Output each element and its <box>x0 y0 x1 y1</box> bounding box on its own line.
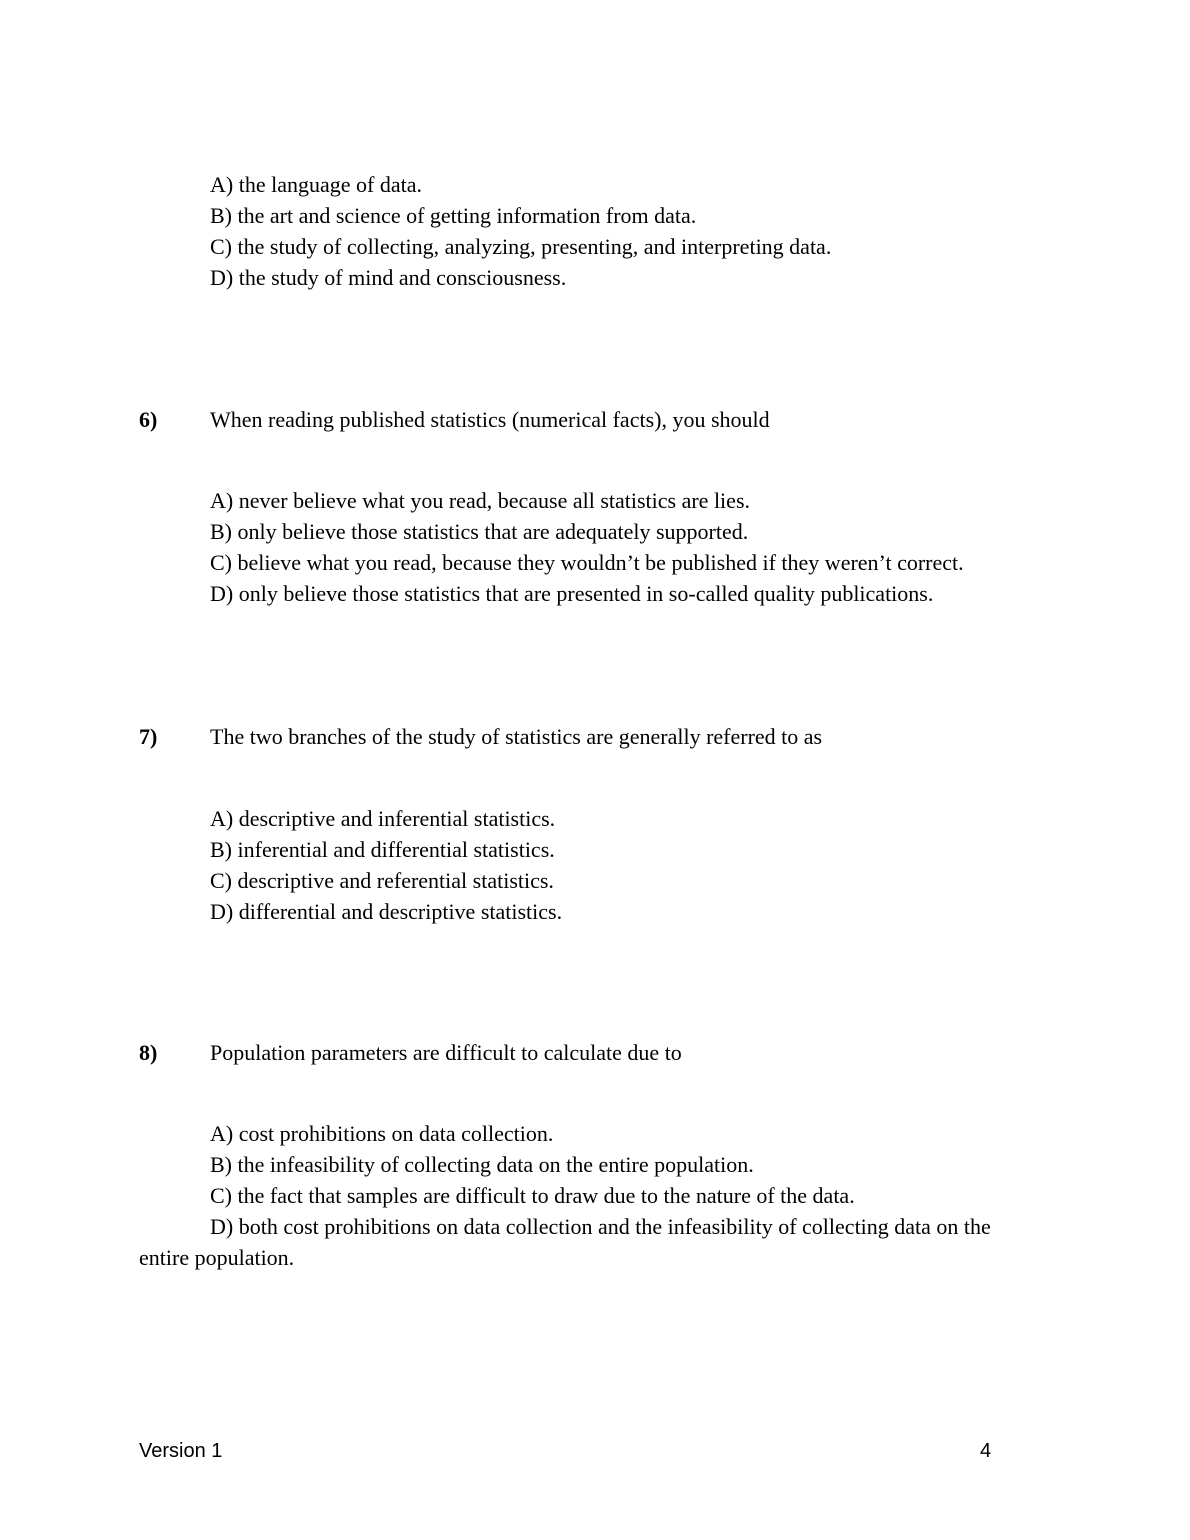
q5-options <box>210 169 831 293</box>
q6-option-d: D) only believe those statistics that are presented in so-called quality publications. <box>210 581 934 606</box>
q7-option-d: D) differential and descriptive statistics. <box>210 899 563 924</box>
q5-option-d: D) the study of mind and consciousness. <box>210 265 567 290</box>
q6-option-c: C) believe what you read, because they wouldn’t be published if they weren’t correct. <box>210 550 964 575</box>
q7-option-b: B) inferential and differential statistics. <box>210 837 555 862</box>
q8-option-c: C) the fact that samples are difficult to draw due to the nature of the data. <box>210 1183 855 1208</box>
q7-option-c: C) descriptive and referential statistics. <box>210 868 554 893</box>
q6-options <box>210 485 964 609</box>
q7-text: The two branches of the study of statistics are generally referred to as <box>210 724 823 749</box>
q5-option-c: C) the study of collecting, analyzing, presenting, and interpreting data. <box>210 234 832 259</box>
q7-option-a: A) descriptive and inferential statistics. <box>210 806 556 831</box>
q6-number: 6) <box>139 407 158 432</box>
q8-option-d: D) both cost prohibitions on data collection and the infeasibility of collecting data on the entire population. <box>139 1214 991 1270</box>
q8-text: Population parameters are difficult to calculate due to <box>210 1040 682 1065</box>
q6-option-a: A) never believe what you read, because all statistics are lies. <box>210 488 750 513</box>
q7-options <box>210 803 562 927</box>
q7-question <box>139 721 1039 752</box>
q8-number: 8) <box>139 1040 158 1065</box>
q5-option-a: A) the language of data. <box>210 172 422 197</box>
q8-option-b: B) the infeasibility of collecting data on the entire population. <box>210 1152 754 1177</box>
q5-option-b: B) the art and science of getting information from data. <box>210 203 697 228</box>
q6-text: When reading published statistics (numerical facts), you should <box>210 407 770 432</box>
q8-options <box>210 1118 855 1211</box>
q7-number: 7) <box>139 724 158 749</box>
q8-question <box>139 1037 1039 1068</box>
footer-page-number: 4 <box>980 1440 992 1462</box>
q8-option-a: A) cost prohibitions on data collection. <box>210 1121 554 1146</box>
q6-question <box>139 404 1039 435</box>
q6-option-b: B) only believe those statistics that are adequately supported. <box>210 519 749 544</box>
footer-version: Version 1 <box>139 1440 223 1462</box>
